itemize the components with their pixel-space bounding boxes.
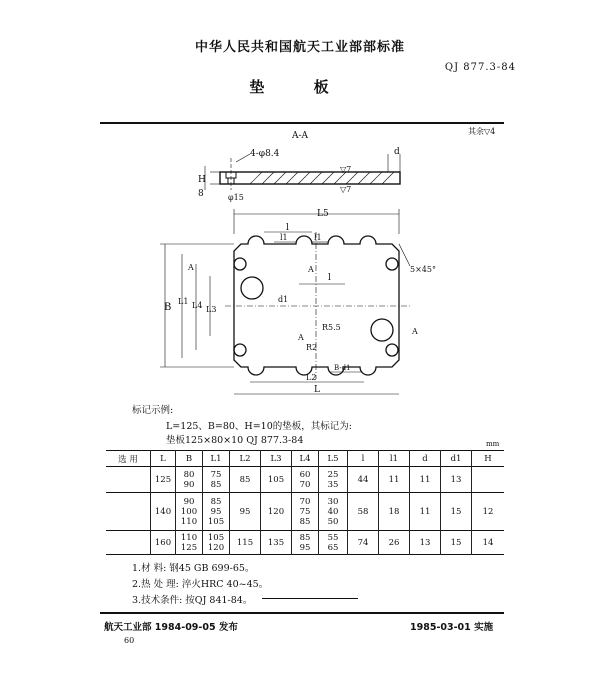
table-cell: 44 <box>348 467 379 493</box>
table-cell: 13 <box>441 467 472 493</box>
table-cell: 12 <box>482 506 494 517</box>
spec-table <box>106 450 504 555</box>
table-cell: 105 <box>261 467 292 493</box>
publish-date: 航天工业部 1984-09-05 发布 <box>104 622 238 633</box>
col-header: l1 <box>379 451 410 467</box>
table-cell: 115 <box>230 531 261 555</box>
table-cell: 30 40 50 <box>319 493 348 531</box>
roughness-note: 其余▽4 <box>468 127 496 136</box>
table-row <box>106 493 504 531</box>
dim-R55: R5.5 <box>322 323 341 332</box>
dim-depth8: 8 <box>198 189 204 199</box>
marking-line2: 垫板125×80×10 QJ 877.3-84 <box>166 435 304 446</box>
col-header: L2 <box>230 451 261 467</box>
effective-date: 1985-03-01 实施 <box>410 622 494 633</box>
dim-l-top: l <box>286 223 289 233</box>
table-cell: 15 <box>441 493 472 531</box>
marking-heading: 标记示例: <box>132 405 174 416</box>
section-mark-right: A <box>412 327 418 336</box>
table-row <box>106 531 504 555</box>
table-cell: 74 <box>348 531 379 555</box>
dim-L5: L5 <box>317 209 329 219</box>
dim-chamfer: 5×45° <box>410 265 436 274</box>
table-cell: 85 95 <box>292 531 319 555</box>
table-row <box>106 467 504 493</box>
marking-line1: L=125、B=80、H=10的垫板，其标记为: <box>166 421 352 432</box>
table-cell <box>106 531 151 555</box>
table-cell: 26 <box>379 531 410 555</box>
table-cell: 135 <box>261 531 292 555</box>
col-header: d <box>410 451 441 467</box>
issuing-authority: 中华人民共和国航天工业部部标准 <box>194 40 405 55</box>
note-heat-treatment: 2.热 处 理: 淬火HRC 40~45。 <box>132 579 269 590</box>
table-cell <box>106 493 151 531</box>
dim-B: B <box>164 302 172 313</box>
col-header: d1 <box>441 451 472 467</box>
col-header: L3 <box>261 451 292 467</box>
table-cell: 85 95 105 <box>203 493 230 531</box>
table-cell: 25 35 <box>319 467 348 493</box>
technical-drawing <box>100 124 510 414</box>
page-number: 60 <box>124 636 135 645</box>
dim-B-d1: B-d1 <box>334 364 351 372</box>
dim-L1: L1 <box>178 297 189 306</box>
table-cell: 60 70 <box>292 467 319 493</box>
table-cell: 18 <box>379 493 410 531</box>
table-cell: 140 <box>151 493 176 531</box>
section-label: A-A <box>291 131 309 141</box>
col-header: 选 用 <box>106 451 151 467</box>
col-header: L4 <box>292 451 319 467</box>
table-cell: 58 <box>348 493 379 531</box>
col-header: l <box>348 451 379 467</box>
footer-rule <box>100 612 504 614</box>
document-title: 垫 板 <box>249 78 351 96</box>
dim-holes: 4-φ8.4 <box>250 149 280 159</box>
col-header: H <box>484 453 492 464</box>
table-cell: 105 120 <box>203 531 230 555</box>
dim-l-mid: l <box>328 273 331 283</box>
dim-H: H <box>198 175 206 185</box>
dim-d: d <box>394 147 400 157</box>
dim-R2: R2 <box>306 343 318 352</box>
table-cell: 13 <box>410 531 441 555</box>
note-material: 1.材 料: 钢45 GB 699-65。 <box>132 563 255 574</box>
dim-L3: L3 <box>206 305 217 314</box>
table-cell: 11 <box>410 467 441 493</box>
table-cell: 75 85 <box>203 467 230 493</box>
dim-L4: L4 <box>192 301 203 310</box>
table-cell: 11 <box>410 493 441 531</box>
table-cell: 14 <box>482 537 494 548</box>
dim-d1: d1 <box>278 295 289 304</box>
table-cell: 95 <box>230 493 261 531</box>
table-unit: mm <box>486 440 500 448</box>
table-cell <box>472 467 505 493</box>
table-header-row <box>106 451 504 467</box>
dim-l1-b: l1 <box>314 233 322 242</box>
section-mark-lower: A <box>298 333 304 342</box>
table-cell: 90 100 110 <box>176 493 203 531</box>
section-mark-left: A <box>188 263 194 272</box>
col-header: L <box>151 451 176 467</box>
note-technical: 3.技术条件: 按QJ 841-84。 <box>132 595 253 606</box>
table-cell: 80 90 <box>176 467 203 493</box>
dim-L: L <box>314 385 320 395</box>
notes-end-rule <box>262 598 358 599</box>
table-cell: 15 <box>441 531 472 555</box>
roughness-top: ▽7 <box>340 165 352 174</box>
roughness-bottom: ▽7 <box>340 185 352 194</box>
table-cell: 160 <box>151 531 176 555</box>
table-cell: 11 <box>379 467 410 493</box>
dim-phi15: φ15 <box>228 193 244 202</box>
standard-number: QJ 877.3-84 <box>444 62 516 73</box>
col-header: L1 <box>203 451 230 467</box>
table-cell: 120 <box>261 493 292 531</box>
table-cell: 70 75 85 <box>292 493 319 531</box>
dim-L2: L2 <box>306 373 317 382</box>
table-cell: 55 65 <box>319 531 348 555</box>
section-mark-mid: A <box>308 265 314 274</box>
table-cell: 85 <box>230 467 261 493</box>
table-cell: 110 125 <box>176 531 203 555</box>
table-cell <box>106 467 151 493</box>
dim-l1-a: l1 <box>280 233 288 242</box>
col-header: L5 <box>319 451 348 467</box>
col-header: B <box>176 451 203 467</box>
table-cell: 125 <box>151 467 176 493</box>
section-view <box>205 154 400 190</box>
